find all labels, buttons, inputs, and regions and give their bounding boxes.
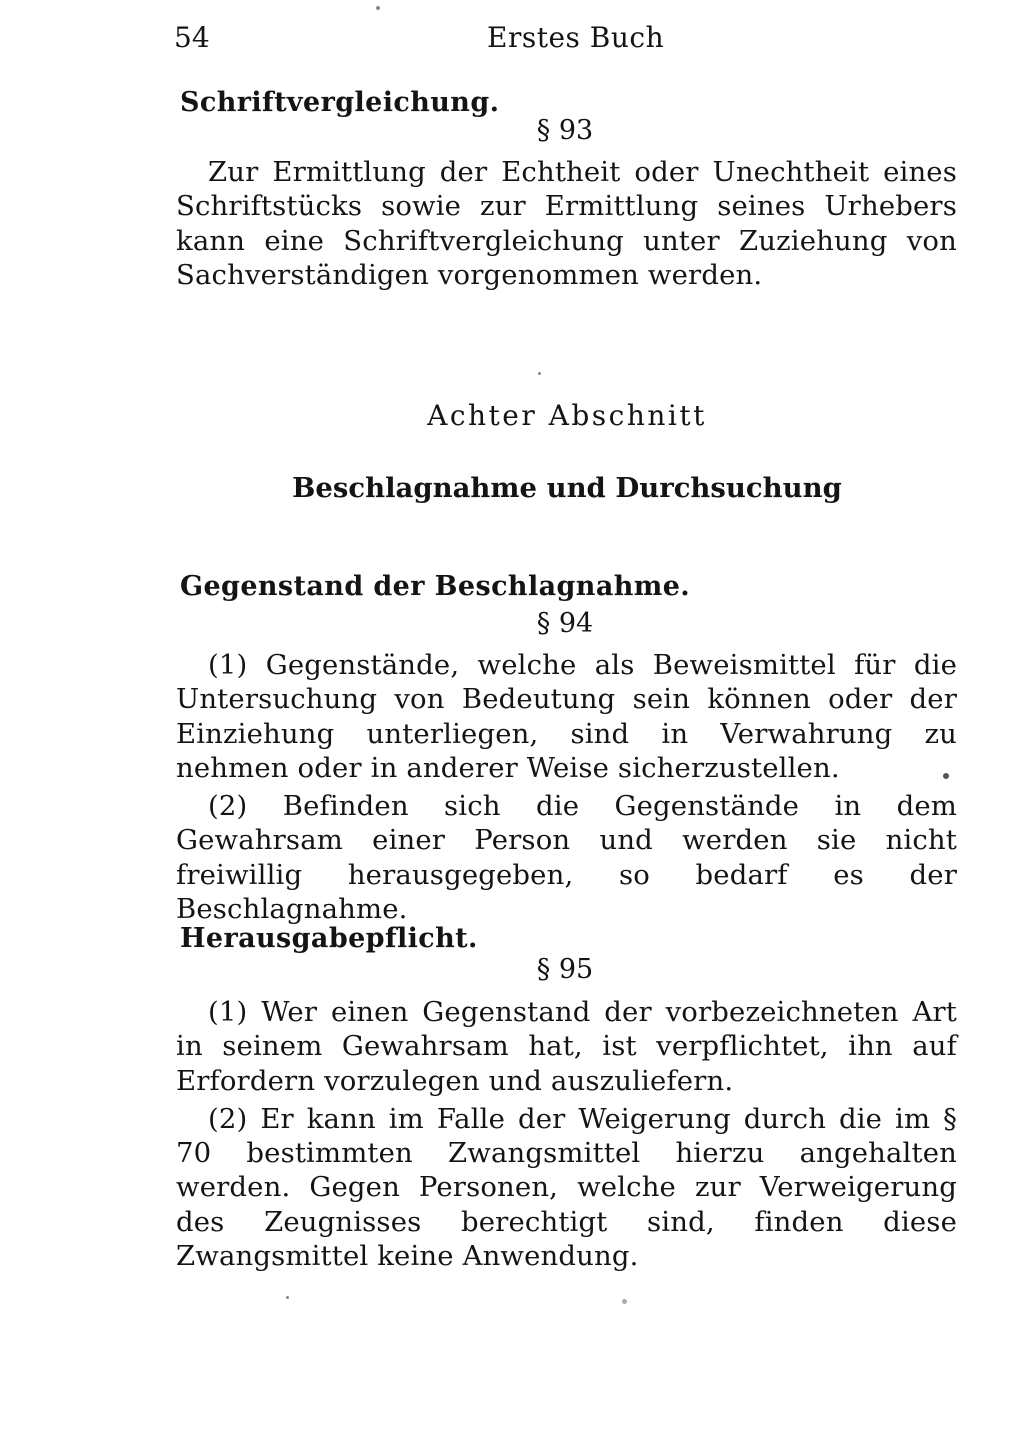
section-93-heading: Schriftvergleichung. <box>180 87 500 118</box>
running-head: Erstes Buch <box>487 21 665 54</box>
page-number: 54 <box>174 21 210 54</box>
scan-speck <box>538 372 541 375</box>
section-94-number: § 94 <box>536 608 594 639</box>
section-95-paragraph-2: (2) Er kann im Falle der Weigerung durch die im § 70 bestimmten Zwangsmittel hierzu angehalten werden. Gegen Personen, welche zur Verweigerung des Zeugnisses berechtigt sind, finden diese Zwangsmittel keine Anwendung. <box>176 1102 957 1273</box>
section-95-body <box>176 995 957 1273</box>
section-94-heading: Gegenstand der Beschlagnahme. <box>180 571 691 602</box>
section-95-heading: Herausgabepflicht. <box>180 923 478 954</box>
chapter-title: Achter Abschnitt <box>427 399 707 432</box>
scan-speck <box>376 6 380 10</box>
section-94-paragraph-1: (1) Gegenstände, welche als Beweismittel für die Untersuchung von Bedeutung sein können oder der Einziehung unterliegen, sind in Verwahrung zu nehmen oder in anderer Weise sicherzustellen. <box>176 649 957 784</box>
section-93-body <box>176 155 957 292</box>
section-94-body <box>176 648 957 926</box>
section-95-number: § 95 <box>536 954 594 985</box>
scan-speck <box>622 1299 627 1304</box>
scan-speck <box>943 773 949 779</box>
scan-speck <box>286 1296 289 1299</box>
section-93-number: § 93 <box>536 115 594 146</box>
section-94-paragraph-2: (2) Befinden sich die Gegenstände in dem Gewahrsam einer Person und werden sie nicht freiwillig herausgegeben, so bedarf es der Beschlagnahme. <box>176 790 957 926</box>
section-93-paragraph: Zur Ermittlung der Echtheit oder Unechtheit eines Schriftstücks sowie zur Ermittlung seines Urhebers kann eine Schriftvergleichung unter Zuziehung von Sachverständigen vorgenommen werden. <box>176 156 957 291</box>
section-95-paragraph-1: (1) Wer einen Gegenstand der vorbezeichneten Art in seinem Gewahrsam hat, ist verpflichtet, ihn auf Erfordern vorzulegen und auszuliefern. <box>176 996 957 1097</box>
chapter-subtitle: Beschlagnahme und Durchsuchung <box>292 472 842 504</box>
